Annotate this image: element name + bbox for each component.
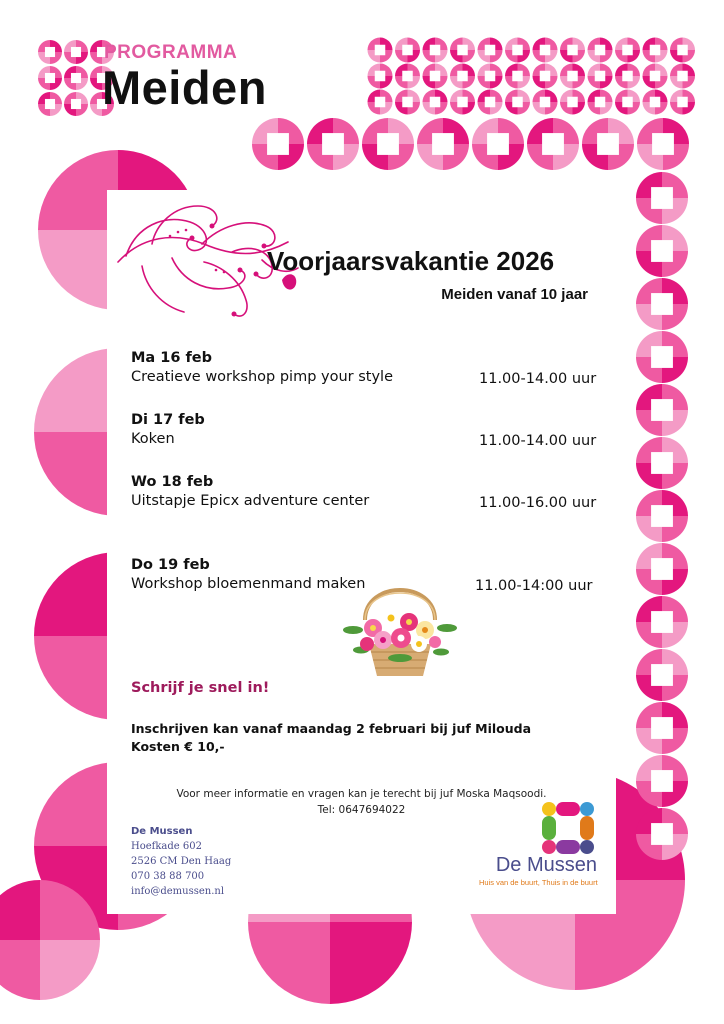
schedule-day: Ma 16 feb	[131, 350, 213, 366]
decorative-circle	[505, 90, 530, 115]
flower-basket-icon	[343, 572, 457, 684]
header-title: Meiden	[102, 61, 267, 114]
decorative-circle	[417, 118, 469, 170]
decorative-circle	[472, 118, 524, 170]
schedule-item	[131, 474, 369, 509]
decorative-circle	[636, 384, 688, 436]
schedule-activity: Workshop bloemenmand maken	[131, 576, 366, 592]
decorative-circle	[478, 64, 503, 89]
decorative-circle	[423, 90, 448, 115]
decorative-circle	[64, 66, 88, 90]
decorative-circle	[423, 64, 448, 89]
de-mussen-logo-mark-icon	[542, 802, 594, 854]
decorative-circle	[636, 808, 688, 860]
decorative-circle	[368, 64, 393, 89]
decorative-circle	[588, 38, 613, 63]
schedule-activity: Creatieve workshop pimp your style	[131, 369, 393, 385]
decorative-circle	[505, 64, 530, 89]
decorative-circle	[636, 755, 688, 807]
decorative-circle	[636, 225, 688, 277]
call-to-action: Schrijf je snel in!	[131, 680, 270, 696]
decorative-circle	[64, 40, 88, 64]
schedule-activity: Uitstapje Epicx adventure center	[131, 493, 370, 509]
address-phone: 070 38 88 700	[131, 871, 205, 882]
schedule-time: 11.00-14.00 uur	[479, 433, 597, 449]
registration-info	[131, 720, 531, 756]
decorative-circle	[636, 437, 688, 489]
decorative-circle	[560, 38, 585, 63]
cost-line: Kosten € 10,-	[131, 739, 225, 754]
decorative-circle	[636, 172, 688, 224]
decorative-circle	[636, 331, 688, 383]
address-city: 2526 CM Den Haag	[131, 856, 232, 867]
schedule-day: Do 19 feb	[131, 557, 210, 573]
decorative-circle	[615, 64, 640, 89]
decorative-circle	[395, 64, 420, 89]
decorative-circle	[615, 90, 640, 115]
decorative-circle	[307, 118, 359, 170]
decorative-circle	[560, 90, 585, 115]
decorative-circle	[450, 64, 475, 89]
de-mussen-logo	[479, 802, 597, 892]
schedule-item	[131, 557, 365, 592]
decorative-circle	[478, 90, 503, 115]
decorative-circle	[670, 38, 695, 63]
registration-line: Inschrijven kan vanaf maandag 2 februari bij juf Milouda	[131, 721, 532, 736]
decorative-circle	[368, 38, 393, 63]
decorative-circle	[362, 118, 414, 170]
schedule-day: Di 17 feb	[131, 412, 205, 428]
logo-name: De Mussen	[495, 854, 597, 876]
schedule-day: Wo 18 feb	[131, 474, 214, 490]
decorative-circle	[505, 38, 530, 63]
decorative-circle	[643, 64, 668, 89]
schedule-time: 11.00-14:00 uur	[475, 578, 593, 594]
decorative-circle	[670, 64, 695, 89]
decorative-circle	[450, 90, 475, 115]
decorative-circle	[450, 38, 475, 63]
decorative-circle	[38, 92, 62, 116]
decorative-circle	[582, 118, 634, 170]
decorative-circle	[588, 90, 613, 115]
decorative-circle	[636, 490, 688, 542]
decorative-circle	[533, 64, 558, 89]
decorative-circle	[636, 543, 688, 595]
schedule-item	[131, 412, 205, 447]
schedule-time: 11.00-14.00 uur	[479, 371, 597, 387]
decorative-circle	[478, 38, 503, 63]
decorative-circle	[252, 118, 304, 170]
decorative-circle	[395, 38, 420, 63]
decorative-circle	[38, 40, 62, 64]
header-label: PROGRAMMA	[104, 42, 238, 63]
address-street: Hoefkade 602	[131, 841, 202, 852]
address-email: info@demussen.nl	[131, 886, 225, 897]
schedule-time: 11.00-16.00 uur	[479, 495, 597, 511]
address-org: De Mussen	[131, 826, 193, 837]
decorative-circle	[643, 90, 668, 115]
schedule-item	[131, 350, 393, 385]
decorative-circle	[615, 38, 640, 63]
decorative-circle	[636, 596, 688, 648]
decorative-circle	[670, 90, 695, 115]
decorative-circle	[533, 38, 558, 63]
decorative-circle	[637, 118, 689, 170]
decorative-circle	[423, 38, 448, 63]
decorative-circle	[38, 66, 62, 90]
flyer-card	[107, 190, 616, 914]
decorative-circle	[64, 92, 88, 116]
address-block	[131, 824, 231, 899]
flyer-title: Voorjaarsvakantie 2026	[267, 246, 555, 276]
info-line: Voor meer informatie en vragen kan je terecht bij juf Moska Maqsoodi.	[176, 788, 547, 800]
schedule-activity: Koken	[131, 431, 175, 447]
decorative-circle	[368, 90, 393, 115]
decorative-circle	[636, 649, 688, 701]
decorative-circle	[636, 702, 688, 754]
decorative-circle	[588, 64, 613, 89]
decorative-circle	[560, 64, 585, 89]
decorative-circle	[527, 118, 579, 170]
decorative-circle	[636, 278, 688, 330]
decorative-circle	[533, 90, 558, 115]
decorative-circle	[643, 38, 668, 63]
logo-tagline: Huis van de buurt, Thuis in de buurt	[479, 878, 598, 887]
phone-line: Tel: 0647694022	[317, 804, 406, 816]
flyer-subtitle: Meiden vanaf 10 jaar	[441, 286, 588, 303]
decorative-circle	[395, 90, 420, 115]
